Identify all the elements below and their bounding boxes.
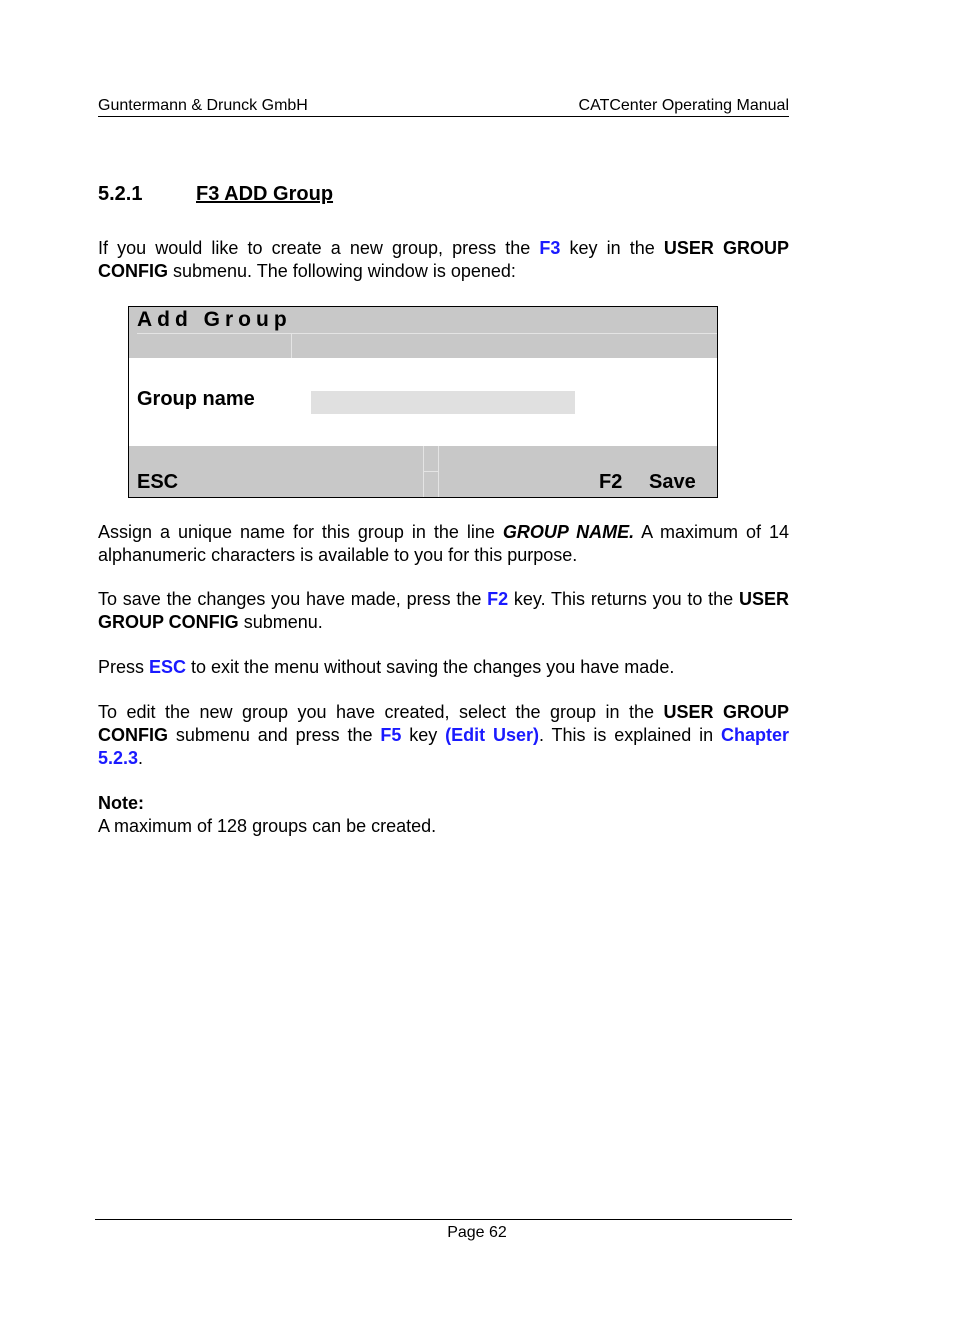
key-f3: F3 xyxy=(539,238,561,258)
page-header xyxy=(98,97,789,117)
page-number: Page 62 xyxy=(447,1224,507,1241)
save-paragraph: To save the changes you have made, press the F2 key. This returns you to the USER GROUP CONFIG submenu. xyxy=(98,589,789,632)
esc-button[interactable]: ESC xyxy=(137,471,179,493)
footer-rule xyxy=(95,1219,792,1220)
note-heading: Note: xyxy=(98,793,144,813)
header-manual-title: CATCenter Operating Manual xyxy=(578,97,789,114)
menu-name: USER GROUP CONFIG xyxy=(98,702,789,745)
header-company: Guntermann & Drunck GmbH xyxy=(98,97,308,114)
key-esc: ESC xyxy=(149,657,187,677)
field-reference: GROUP NAME. xyxy=(502,522,635,542)
assign-paragraph: Assign a unique name for this group in the line GROUP NAME. A maximum of 14 alphanumeric characters is available to you for this purpose. xyxy=(98,522,789,565)
menu-name: USER GROUP CONFIG xyxy=(98,238,789,281)
section-number: 5.2.1 xyxy=(98,183,143,205)
group-name-label: Group name xyxy=(137,388,255,410)
add-group-dialog xyxy=(128,306,718,498)
intro-paragraph: If you would like to create a new group, press the F3 key in the USER GROUP CONFIG submenu. The following window is opened: xyxy=(98,238,789,281)
footer-divider-h xyxy=(423,471,439,472)
section-title: F3 ADD Group xyxy=(196,183,334,205)
save-button[interactable]: Save xyxy=(649,471,696,493)
edit-paragraph: To edit the new group you have created, select the group in the USER GROUP CONFIG submenu and press the F5 key (Edit User). This is explained in Chapter 5.2.3. xyxy=(98,702,790,768)
key-f5: F5 xyxy=(380,725,402,745)
dialog-footer xyxy=(129,446,717,497)
f2-key-label[interactable]: F2 xyxy=(599,471,623,493)
chapter-link[interactable]: Chapter 5.2.3 xyxy=(98,725,790,768)
key-f2: F2 xyxy=(487,589,509,609)
esc-paragraph: Press ESC to exit the menu without saving the changes you have made. xyxy=(98,657,675,677)
group-name-input[interactable] xyxy=(311,391,575,414)
edit-user-link: (Edit User) xyxy=(445,725,539,745)
note-text: A maximum of 128 groups can be created. xyxy=(98,816,437,836)
title-cell xyxy=(137,334,292,358)
dialog-title: Add Group xyxy=(137,308,292,331)
dialog-title-bar xyxy=(129,307,717,358)
menu-name: USER GROUP CONFIG xyxy=(98,589,789,632)
